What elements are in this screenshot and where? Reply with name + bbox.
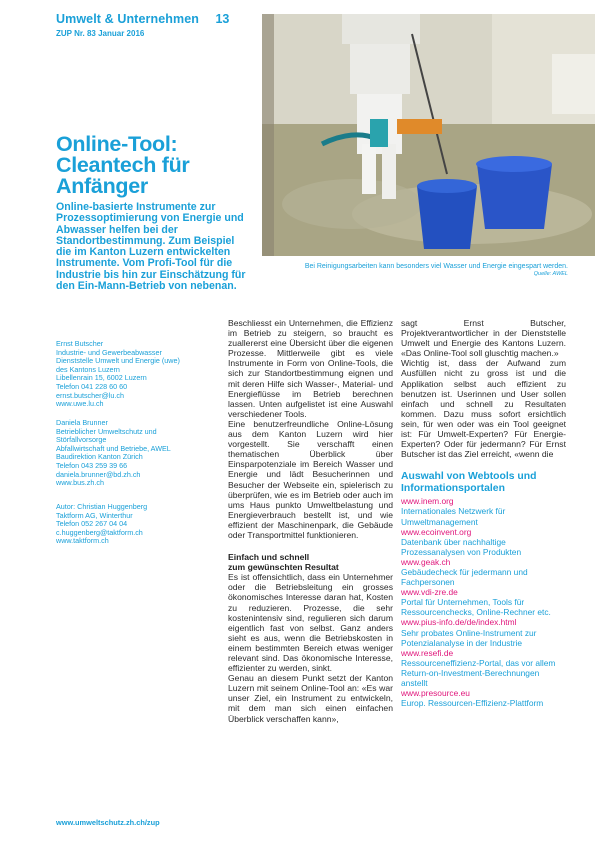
contact-block-butscher [56,340,236,409]
contact-line: Störfallvorsorge [56,435,107,445]
portal-description: Datenbank über nachhaltige Prozessanalysen von Produkten [401,536,522,557]
portal-link[interactable]: www.pius-info.de/de/index.html [401,617,517,628]
contact-line: Ernst Butscher [56,339,104,348]
contact-line: Libellenrain 15, 6002 Luzern [56,373,147,383]
body-paragraph: Eine benutzerfreundliche Online-Lösung aus dem Kanton Luzern wird hier vorgestellt. Sie verschafft einen thematischen Überblick über Einsparpotenziale im Bereich Wasser und Energie und lädt Besucherinnen und Besucher der Webseite ein, spielerisch zu überprüfen, wie es im Betrieb oder auch im ums Haus punkto Umweltbelastung und Energieverbrauch bestellt ist, und wie effizient der Maschinenpark, die Gebäude oder Transportmittel funktionieren. [228,418,393,540]
portal-description: Gebäudecheck für jedermann und Fachpersonen [401,566,528,588]
contact-block-author [56,503,236,546]
contact-line: des Kantons Luzern [56,364,120,374]
article-title [56,134,256,197]
page-header [56,10,229,38]
contact-block-brunner [56,419,236,488]
contact-line: Daniela Brunner [56,418,108,427]
contact-line: Baudirektion Kanton Zürich [56,452,143,462]
issue-label: ZUP Nr. 83 Januar 2016 [56,29,145,38]
portal-list [401,496,566,708]
portal-link[interactable]: www.ecoinvent.org [401,526,472,537]
contact-email-link[interactable]: ernst.butscher@lu.ch [56,390,125,400]
subheading [228,552,393,572]
subheading-line: Einfach und schnell [228,552,310,563]
portal-description: Europ. Ressourcen-Effizienz-Plattform [401,698,544,709]
body-paragraph: Es ist offensichtlich, dass ein Unternehmer oder die Betriebsleitung ein grosses ökonomisches Interesse daran hat, Kosten zu reduzieren. Prozesse, die sehr kostenintensiv sind, regulieren sich darum eigentlich fast von selbst. Ganz anders sieht es aus, wenn die Betriebskosten in einem bestimmten Bereich etwas weniger relevant sind. Das ökonomische Interesse, effizienter zu werden, sinkt. [228,572,393,674]
footer-url[interactable]: www.umweltschutz.zh.ch/zup [56,818,160,827]
body-paragraph: sagt Ernst Butscher, Projektverantwortlicher in der Dienststelle Umwelt und Energie des Kantons Luzern. «Das Online-Tool soll gluschtig machen.» [401,318,566,359]
portal-link[interactable]: www.vdi-zre.de [401,587,458,598]
body-paragraph: Genau an diesem Punkt setzt der Kanton Luzern mit seinem Online-Tool an: «Es war unser Ziel, ein Instrument zu entwickeln, mit dem man sich einen einfachen Überblick verschaffen kann», [228,673,393,724]
photo-credit: Quelle: AWEL [533,271,568,277]
portal-link[interactable]: www.presource.eu [401,688,470,699]
contact-line: Telefon 043 259 39 66 [56,460,128,470]
portals-heading: Auswahl von Webtools und Informationsportalen [401,471,537,494]
page-number: 13 [215,12,230,26]
article-lead: Online-basierte Instrumente zur Prozessoptimierung von Energie und Abwasser helfen bei der Standortbestimmung. Zum Beispiel die im Kanton Luzern entwickelten Instrumente. Vom Profi-Tool für die Industrie bis hin zur Einschätzung für den Ein-Mann-Betrieb von nebenan. [56,201,246,293]
contact-web-link[interactable]: www.bus.zh.ch [56,478,104,488]
contact-line: Betrieblicher Umweltschutz und [56,426,157,436]
article-photo [262,14,595,256]
section-title: Umwelt & Unternehmen [56,12,199,26]
contact-web-link[interactable]: www.uwe.lu.ch [56,399,104,409]
body-paragraph: Wichtig ist, dass der Aufwand zum Ausfüllen nicht zu gross ist und die Applikation selbst auch effizient zu benutzen ist. Userinnen und User sollen einfach und schnell zu Resultaten kommen. Dazu muss sofort ersichtlich sein, für wen oder was ein Tool geeignet ist: Für Umwelt-Experten? Für Energie-Experten? Oder für jedermann? Für Ernst Butscher ist das Ziel erreicht, «wenn die [401,358,566,460]
portal-description: Ressourceneffizienz-Portal, das vor allem Return-on-Investment-Berechnungen anstellt [401,657,556,688]
portal-description: Portal für Unternehmen, Tools für Ressourcenchecks, Online-Rechner etc. [401,597,551,618]
contact-line: Abfallwirtschaft und Betriebe, AWEL [56,443,171,453]
contact-line: Autor: Christian Huggenberg [56,502,148,511]
photo-caption: Bei Reinigungsarbeiten kann besonders viel Wasser und Energie eingespart werden. [304,263,568,270]
contact-line: Telefon 052 267 04 04 [56,519,128,529]
portal-link[interactable]: www.inem.org [401,496,454,507]
body-column-1 [228,318,393,724]
contact-line: Taktform AG, Winterthur [56,510,133,520]
title-line: Online-Tool: [56,132,178,156]
body-column-2 [401,318,566,708]
contact-line: Dienststelle Umwelt und Energie (uwe) [56,356,180,366]
contact-email-link[interactable]: c.huggenberg@taktform.ch [56,527,143,537]
portal-description: Internationales Netzwerk für Umweltmanagement [401,506,506,527]
portal-link[interactable]: www.resefi.de [401,647,454,658]
contact-web-link[interactable]: www.taktform.ch [56,536,109,546]
portal-link[interactable]: www.geak.ch [401,556,451,567]
contact-line: Industrie- und Gewerbeabwasser [56,347,162,357]
title-line: Anfänger [56,174,148,198]
title-line: Cleantech für [56,153,190,177]
subheading-line: zum gewünschten Resultat [228,562,339,573]
body-paragraph: Beschliesst ein Unternehmen, die Effizienz im Betrieb zu steigern, so braucht es zuallererst eine Übersicht über die eigenen Prozesse. Mittlerweile gibt es viele Instrumente in Form von Online-Tools, die sich zur Standortbestimmung eignen und mit deren Hilfe sich Wasser-, Material- und Energieflüsse im Betrieb berechnen lassen. Unten aufgelistet ist eine Auswahl verschiedener Tools. [228,318,393,419]
portal-description: Sehr probates Online-Instrument zur Potenzialanalyse in der Industrie [401,627,537,648]
contact-email-link[interactable]: daniela.brunner@bd.zh.ch [56,469,141,479]
contact-line: Telefon 041 228 60 60 [56,381,128,391]
